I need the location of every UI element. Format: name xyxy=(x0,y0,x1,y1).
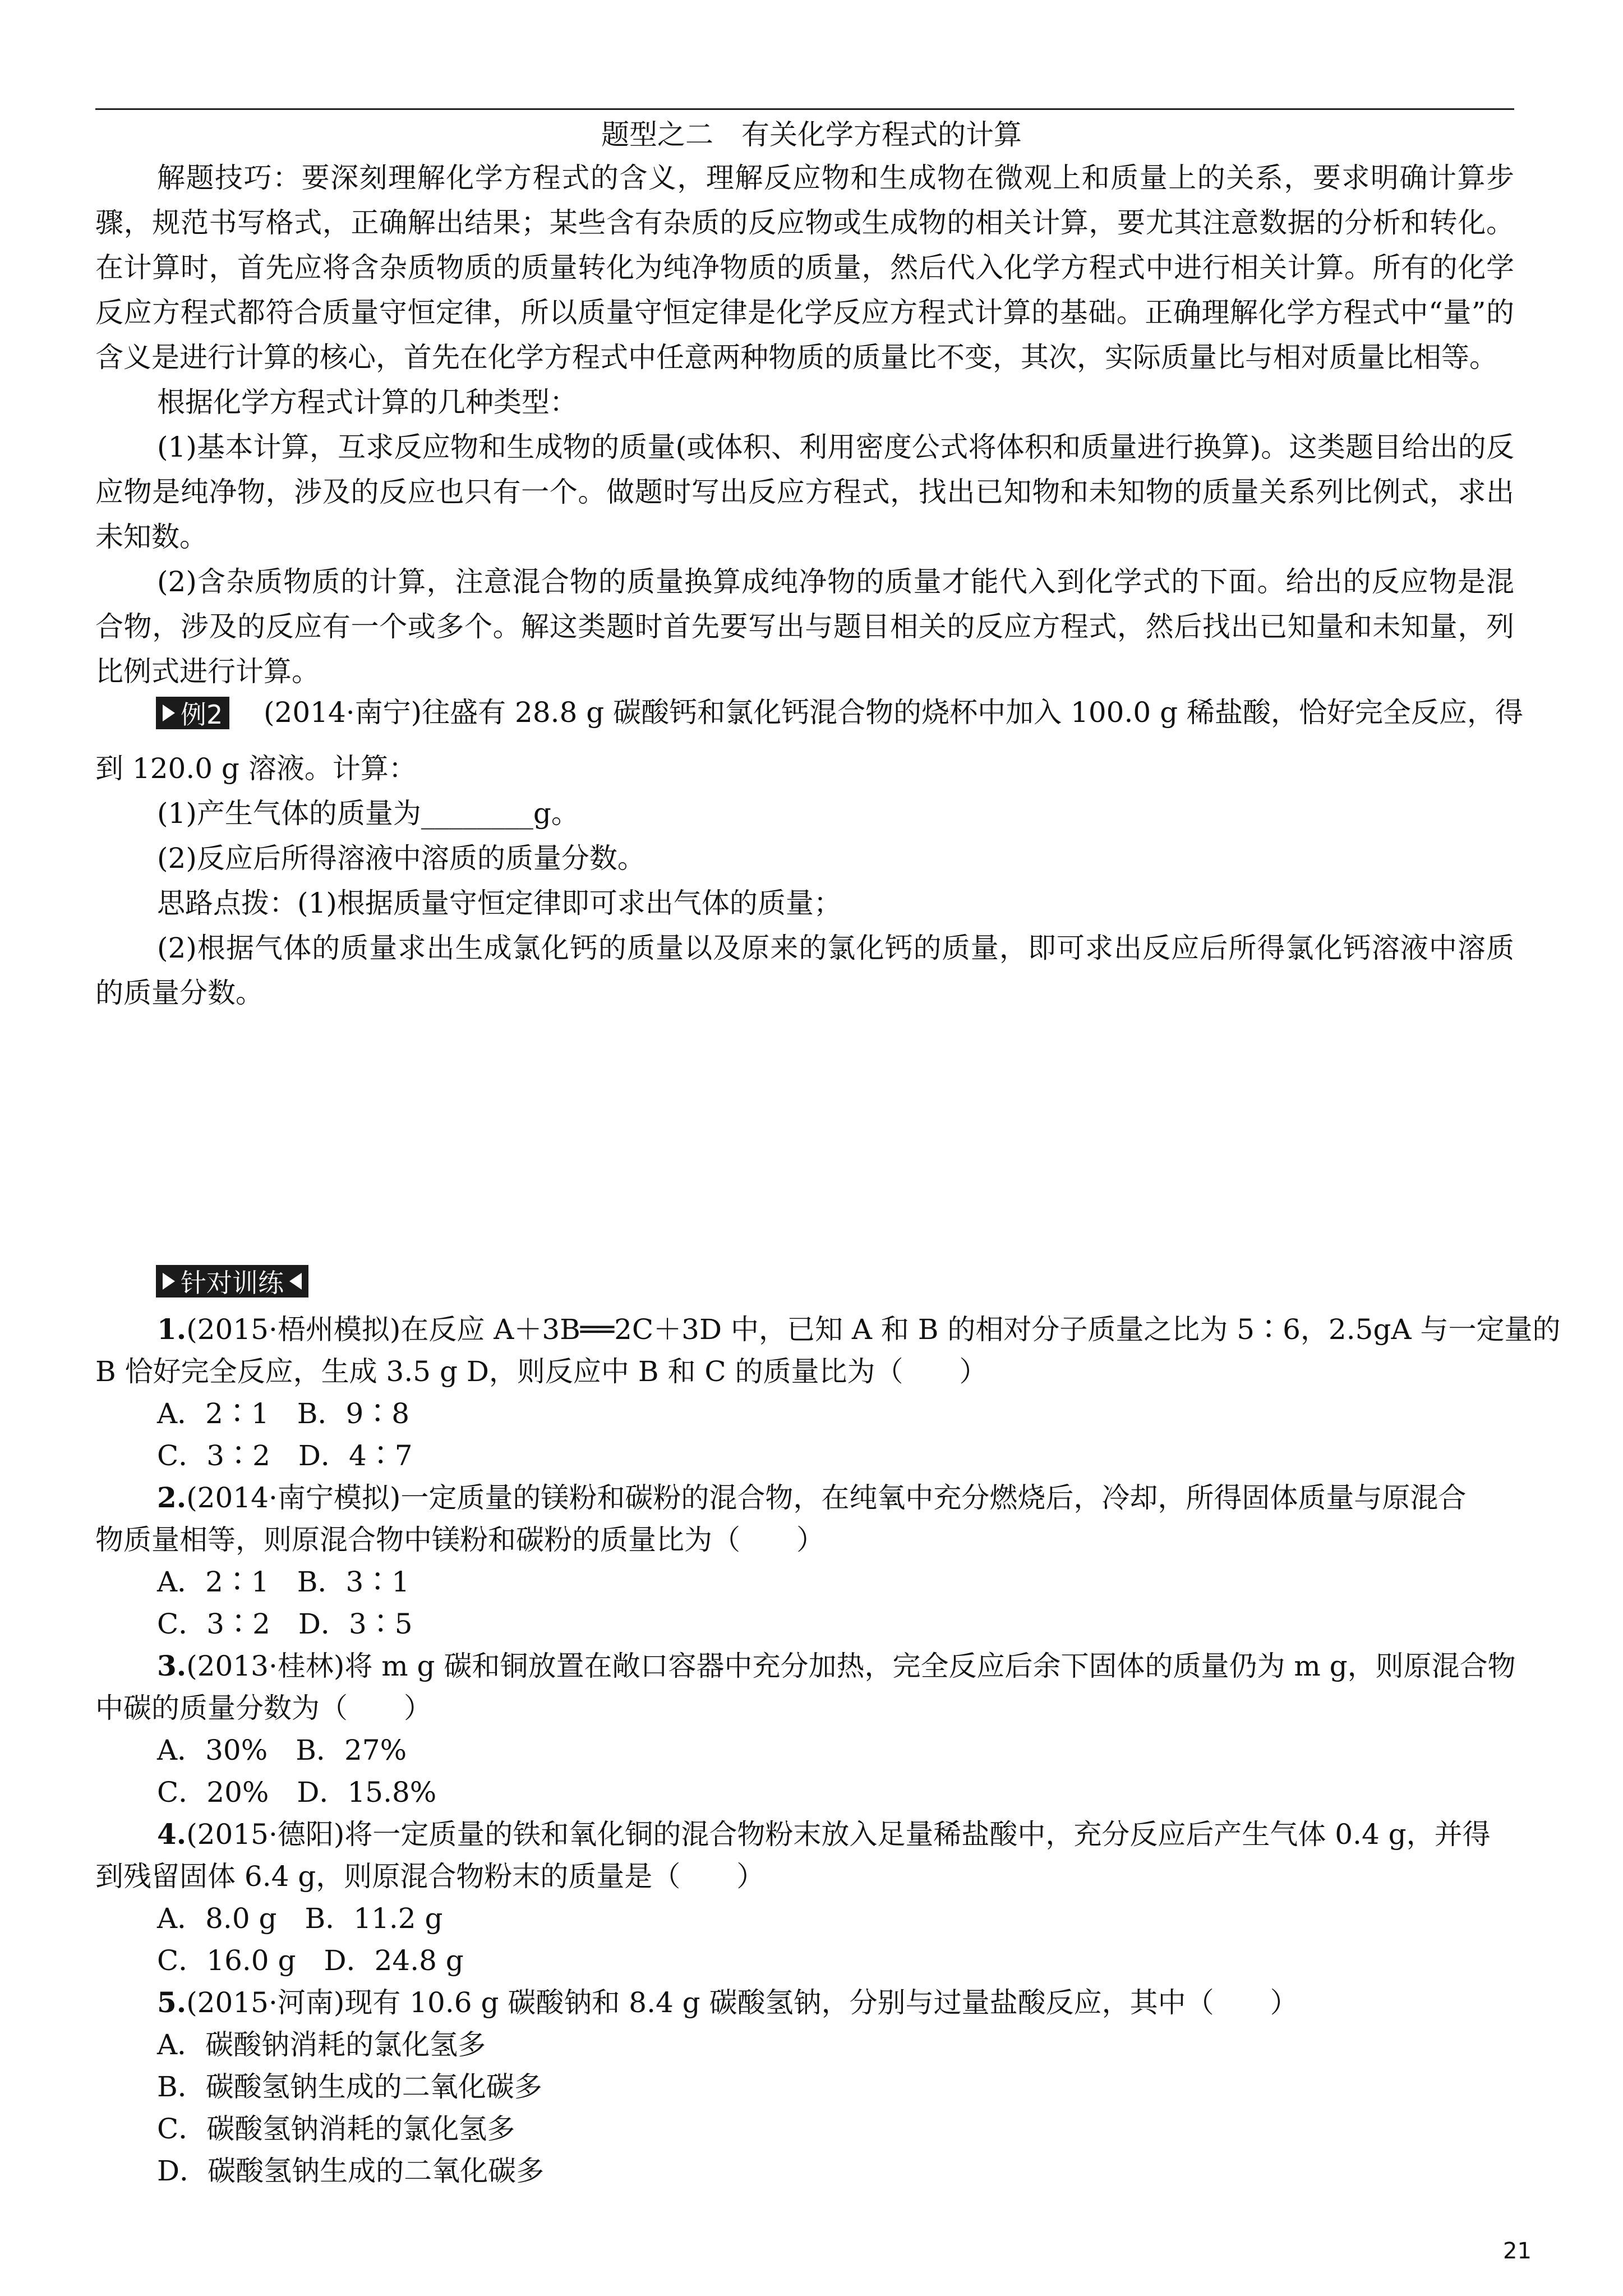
section-title: 题型之二 有关化学方程式的计算 xyxy=(601,118,1022,151)
question-number: 3. xyxy=(157,1649,187,1682)
question-2-options-2: C．3∶2 D．3∶5 xyxy=(157,1608,413,1640)
types-heading: 根据化学方程式计算的几种类型： xyxy=(157,386,578,418)
type-1: (1)基本计算，互求反应物和生成物的质量(或体积、利用密度公式将体积和质量进行换算)。这类题目给出的反应物是纯净物，涉及的反应也只有一个。做题时写出反应方程式，找出已知物和未知物的质量关系列比例式，求出未知数。 xyxy=(95,431,1514,553)
question-2-line-2: 物质量相等，则原混合物中镁粉和碳粉的质量比为（ ） xyxy=(95,1524,824,1556)
example-line-2: 到 120.0 g 溶液。计算： xyxy=(95,752,417,785)
question-3-options-2: C．20% D．15.8% xyxy=(157,1776,437,1809)
question-number: 2. xyxy=(157,1481,187,1514)
practice-tag xyxy=(156,1265,308,1297)
question-1-options-1: A．2∶1 B．9∶8 xyxy=(157,1397,410,1430)
play-icon xyxy=(163,705,175,721)
question-2-line-1 xyxy=(157,1475,1466,1520)
question-5-option-b: B．碳酸氢钠生成的二氧化碳多 xyxy=(157,2070,542,2103)
question-4-line-2: 到残留固体 6.4 g，则原混合物粉末的质量是（ ） xyxy=(95,1860,765,1893)
example-tag xyxy=(156,697,229,729)
reverse-play-icon xyxy=(289,1273,302,1290)
question-2-options-1: A．2∶1 B．3∶1 xyxy=(157,1566,410,1598)
question-1-options-2: C．3∶2 D．4∶7 xyxy=(157,1439,413,1472)
question-1-line-1 xyxy=(157,1307,1560,1352)
example-line-1: (2014·南宁)往盛有 28.8 g 碳酸钙和氯化钙混合物的烧杯中加入 100.0 g 稀盐酸，恰好完全反应，得 xyxy=(264,696,1523,729)
question-4-options-1: A．8.0 g B．11.2 g xyxy=(157,1902,443,1935)
example-hint-1: 思路点拨：(1)根据质量守恒定律即可求出气体的质量； xyxy=(157,887,842,919)
question-number: 1. xyxy=(157,1313,187,1346)
question-1-line-2: B 恰好完全反应，生成 3.5 g D，则反应中 B 和 C 的质量比为（ ） xyxy=(95,1355,988,1388)
example-question-2: (2)反应后所得溶液中溶质的质量分数。 xyxy=(157,842,645,875)
practice-tag-label: 针对训练 xyxy=(181,1268,284,1298)
question-text: (2015·德阳)将一定质量的铁和氧化铜的混合物粉末放入足量稀盐酸中，充分反应后产生气体 0.4 g，并得 xyxy=(186,1818,1491,1851)
question-3-options-1: A．30% B．27% xyxy=(157,1734,407,1766)
example-tag-label: 例2 xyxy=(181,700,223,730)
question-3-line-2: 中碳的质量分数为（ ） xyxy=(95,1692,432,1724)
question-text: (2015·梧州模拟)在反应 A＋3B══2C＋3D 中，已知 A 和 B 的相对分子质量之比为 5∶6，2.5gA 与一定量的 xyxy=(186,1313,1561,1346)
question-5-option-a: A．碳酸钠消耗的氯化氢多 xyxy=(157,2028,486,2061)
question-number: 5. xyxy=(157,1986,187,2019)
question-5-option-c: C．碳酸氢钠消耗的氯化氢多 xyxy=(157,2113,515,2145)
question-3-line-1 xyxy=(157,1644,1516,1688)
page-number: 21 xyxy=(1503,2238,1532,2264)
solving-tips: 解题技巧：要深刻理解化学方程式的含义，理解反应物和生成物在微观上和质量上的关系，要求明确计算步骤，规范书写格式，正确解出结果；某些含有杂质的反应物或生成物的相关计算，要尤其注意数据的分析和转化。在计算时，首先应将含杂质物质的质量转化为纯净物质的质量，然后代入化学方程式中进行相关计算。所有的化学反应方程式都符合质量守恒定律，所以质量守恒定律是化学反应方程式计算的基础。正确理解化学方程式中“量”的含义是进行计算的核心，首先在化学方程式中任意两种物质的质量比不变，其次，实际质量比与相对质量比相等。 xyxy=(95,162,1514,374)
question-number: 4. xyxy=(157,1818,187,1851)
example-hint-2: (2)根据气体的质量求出生成氯化钙的质量以及原来的氯化钙的质量，即可求出反应后所得氯化钙溶液中溶质的质量分数。 xyxy=(95,932,1514,1009)
question-text: (2013·桂林)将 m g 碳和铜放置在敞口容器中充分加热，完全反应后余下固体的质量仍为 m g，则原混合物 xyxy=(186,1650,1516,1682)
question-5-line-1 xyxy=(157,1980,1298,2025)
top-rule xyxy=(95,108,1514,110)
question-text: (2014·南宁模拟)一定质量的镁粉和碳粉的混合物，在纯氧中充分燃烧后，冷却，所得固体质量与原混合 xyxy=(186,1481,1467,1514)
play-icon xyxy=(163,1273,175,1290)
question-4-options-2: C．16.0 g D．24.8 g xyxy=(157,1944,464,1977)
example-question-1: (1)产生气体的质量为________g。 xyxy=(157,797,579,830)
question-text: (2015·河南)现有 10.6 g 碳酸钠和 8.4 g 碳酸氢钠，分别与过量盐酸反应，其中（ ） xyxy=(186,1986,1298,2019)
question-5-option-d: D．碳酸氢钠生成的二氧化碳多 xyxy=(157,2155,545,2187)
type-2: (2)含杂质物质的计算，注意混合物的质量换算成纯净物的质量才能代入到化学式的下面。给出的反应物是混合物，涉及的反应有一个或多个。解这类题时首先要写出与题目相关的反应方程式，然后找出已知量和未知量，列比例式进行计算。 xyxy=(95,565,1514,688)
question-4-line-1 xyxy=(157,1812,1491,1857)
